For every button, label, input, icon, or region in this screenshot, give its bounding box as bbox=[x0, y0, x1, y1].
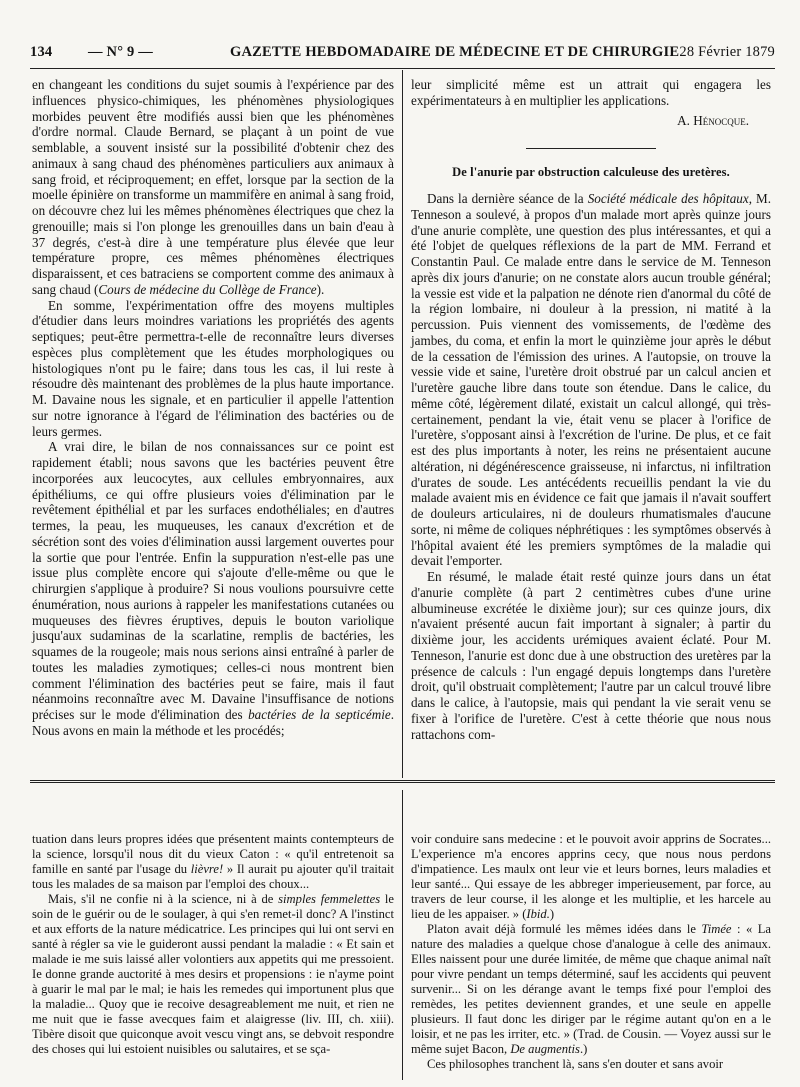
article-title: De l'anurie par obstruction calculeuse des uretères. bbox=[452, 165, 730, 180]
column-left-bottom bbox=[32, 832, 394, 1057]
paragraph: Platon avait déjà formulé les mêmes idées dans le Timée : « La nature des maladies a quelque chose d'analogue à celle des animaux. Elles naissent pour une durée limitée, de même que chaque animal naît pour vivre pendant un temps déterminé, sauf les accidents qui peuvent survenir... Si on les dérange avant le temps fixé pour l'emploi des remèdes, les petites deviennent grandes, et une seule en appelle plusieurs. Il faut donc les diriger par le régime autant qu'on en a le loisir, et ne pas les irriter, etc. » (Trad. de Cousin. — Voyez aussi sur le même sujet Bacon, De augmentis.) bbox=[411, 922, 771, 1056]
section-rule bbox=[30, 780, 775, 781]
column-left-top bbox=[32, 77, 394, 739]
paragraph: tuation dans leurs propres idées que présentent maints contempteurs de la science, lorsqu'il nous dit du vieux Caton : « qu'il entretenoit sa famille en santé par l'usage du lièvre! » Il aurait pu ajouter qu'il traitait tous les malades de sa maison par l'emploi des choux... bbox=[32, 832, 395, 891]
section-rule-double bbox=[30, 782, 775, 783]
paragraph: en changeant les conditions du sujet soumis à l'expérience par des influences physico-chimiques, les phénomènes physiologiques morbides peuvent être modifiés aussi bien que les phénomènes d'ordre normal. Claude Bernard, se plaçant à un point de vue semblable, a souvent insisté sur la possibilité d'obtenir chez des animaux à sang chaud des phénomènes particuliers aux animaux à sang froid, et réciproquement; en effet, lorsque par la section de la moelle épinière on transforme un mammifère en animal à sang froid, on découvre chez lui les mêmes phénomènes électriques que chez la grenouille; mais si l'on plonge les grenouilles dans un bain d'eau à 37 degrés, c'est-à dire à une température plus élevée que leur température propre, ces mêmes phénomènes électriques disparaissent, et ces batraciens se comportent comme des animaux à sang chaud (Cours de médecine du Collège de France). bbox=[32, 77, 394, 297]
page-number: 134 bbox=[30, 44, 53, 60]
column-divider-bottom bbox=[402, 790, 403, 1080]
paragraph: Ces philosophes tranchent là, sans s'en douter et sans avoir bbox=[427, 1057, 724, 1071]
paragraph: leur simplicité même est un attrait qui engagera les expérimentateurs à en multiplier les applications. bbox=[411, 77, 771, 108]
article-separator bbox=[526, 148, 656, 149]
paragraph: En somme, l'expérimentation offre des moyens multiples d'étudier dans leurs moindres variations les propriétés des agents septiques; peut-être permettra-t-elle de reconnaître leurs diverses espèces plus complètement que les études morphologiques ou histologiques n'ont pu le faire; dans tous les cas, il lui reste à résoudre dès maintenant des problèmes de la plus haute importance. M. Davaine nous les signale, et en particulier il appelle l'attention sur notre ignorance à l'égard de l'élimination des bactéries ou de leurs germes. bbox=[32, 297, 394, 439]
column-right-top bbox=[411, 77, 771, 742]
paragraph: En résumé, le malade était resté quinze jours dans un état d'anurie complète (à part 2 centimètres cubes d'une urine albumineuse excrétée le dixième jour); sur ces quinze jours, dix n'avaient présenté aucun fait important à signaler; à partir du dixième jour, les accidents urémiques avaient éclaté. Pour M. Tenneson, l'anurie est donc due à une obstruction des uretères par la présence de calculs : l'un engagé depuis longtemps dans l'uretère droit, qu'il obstruait complètement; l'autre par un calcul trouvé libre dans le calice, à l'autopsie, mais qui pendant la vie serait venu se fixer à l'orifice de l'uretère. C'est à cette théorie que nous nous rattachons com- bbox=[411, 569, 771, 742]
paragraph: Dans la dernière séance de la Société médicale des hôpitaux, M. Tenneson a soulevé, à propos d'un malade mort après quinze jours d'une anurie complète, une question des plus intéressantes, et qui a été l'objet de quelques réflexions de la part de MM. Ferrand et Constantin Paul. Ce malade entre dans le service de M. Tenneson après dix jours d'anurie; on ne constate alors aucun trouble général; la vessie est vide et la palpation ne dénote rien d'anormal du côté de la région lombaire, ni douleur à la pression, ni matité à la percussion. Puis viennent des vomissements, de l'œdème des jambes, du coma, et enfin la mort le quinzième jour après le début de la cessation de l'émission des urines. A l'autopsie, on trouve la vessie vide et saine, l'uretère droit obstrué par un calcul ancien et l'uretère gauche libre dans toute son étendue. Dans le calice, du même côté, légèrement dilaté, existait un calcul allongé, qui très-certainement, pendant la vie, était venu se placer à l'orifice de l'uretère, s'opposant ainsi à l'excrétion de l'urine. De plus, et ce fait est des plus importants à noter, les reins ne présentaient aucune altération, ni dégénérescence graisseuse, ni infarctus, ni infiltration d'urates de soude. Les antécédents recueillis pendant la vie du malade avaient mis en évidence ce fait que jamais il n'avait souffert de douleurs articulaires, ni de douleurs rhumatismales d'aucune sorte, ni même de coliques néphrétiques : les symptômes observés à l'hôpital avaient été les premiers symptômes de la maladie qui devait l'emporter. bbox=[411, 191, 771, 569]
paragraph: A vrai dire, le bilan de nos connaissances sur ce point est rapidement établi; nous savons que les bactéries peuvent être incorporées aux leucocytes, aux cellules embryonnaires, aux épithéliums, ce qui offre plusieurs voies d'élimination par le revêtement épithélial et par les surfaces endothéliales; en d'autres termes, la peau, les muqueuses, les canaux d'excrétion et de sécrétion sont des voies d'élimination aussi largement ouvertes pour la sortie que pour l'entrée. Enfin la suppuration n'est-elle pas une issue plus complète encore qui s'ajoute d'elle-même ou que le chirurgien s'applique à produire? Si nous voulions poursuivre cette énumération, nous aurions à rappeler les manifestations cutanées ou muqueuses des fièvres éruptives, depuis le bouton variolique jusqu'aux sudaminas de la scarlatine, remplis de bactéries, les squames de la rougeole; mais nous serions ainsi entraîné à parler de toutes les maladies zymotiques; celles-ci nous montrent bien comment l'élimination des bactéries peut se faire, mais il faut néanmoins reconnaître avec M. Davaine l'insuffisance de notions précises sur le mode d'élimination des bactéries de la septicémie. Nous avons en main la méthode et les procédés; bbox=[32, 439, 394, 738]
column-divider-top bbox=[402, 70, 403, 778]
paragraph: voir conduire sans medecine : et le pouvoit avoir apprins de Socrates... L'experience m'a encores apprins cecy, que nous nous perdons d'impatience. Les maulx ont leur vie et leurs bornes, leurs maladies et leur santé... Qui essaye de les abbreger imperieusement, par force, au travers de leur course, il les alonge et les multiplie, et les harcele au lieu de les appaiser. » (Ibid.) bbox=[411, 832, 771, 921]
issue-date: 28 Février 1879 bbox=[679, 44, 775, 60]
author-signature: A. Hénocque. bbox=[677, 112, 749, 128]
journal-title: GAZETTE HEBDOMADAIRE DE MÉDECINE ET DE CHIRURGIE bbox=[230, 44, 680, 60]
column-right-bottom bbox=[411, 832, 771, 1072]
issue-number: — N° 9 — bbox=[88, 44, 153, 60]
paragraph: Mais, s'il ne confie ni à la science, ni à de simples femmelettes le soin de le guérir ou de le soulager, à qui s'en remet-il donc? A l'instinct et aux efforts de la nature médicatrice. Les principes qui lui ont servi en santé à régler sa vie le guideront aussi pendant la maladie : « Et sain et malade ie me suis laissé aller volontiers aux appetits qui me pressoient. Ie donne grande auctorité à mes desirs et propensions : ie n'ayme point à guarir le mal par le mal; ie hais les remedes qui importunent plus que la maladie... Quoy que ie recoive desagreablement me nuit, et rien ne me nuit que ie fasse avecques faim et alaigresse (liv. III, ch. xiii). Tibère disoit que quiconque avoit vescu vingt ans, se debvoit respondre des choses qui lui estoient nuisibles ou salutaires, et se sça- bbox=[32, 892, 394, 1056]
page-header bbox=[30, 44, 775, 64]
header-rule bbox=[30, 68, 775, 69]
